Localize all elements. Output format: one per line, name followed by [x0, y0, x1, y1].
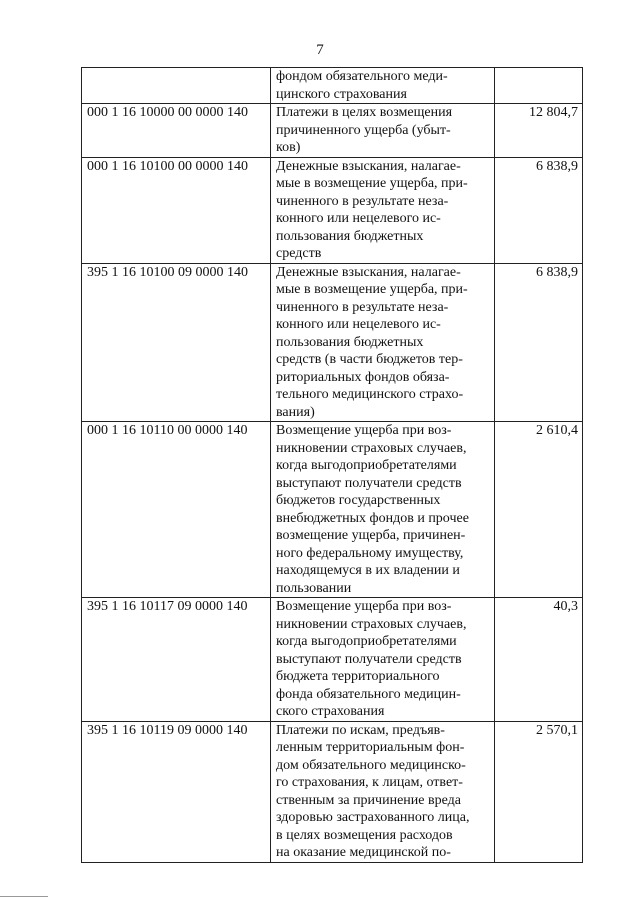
row-name-line: находящемуся в их владении и — [276, 563, 460, 578]
row-name — [271, 598, 495, 722]
row-name-line: чиненного в результате неза- — [276, 299, 449, 315]
row-name-line: средств (в части бюджетов тер- — [276, 352, 463, 367]
row-name-line: когда выгодоприобретателями — [276, 458, 457, 473]
row-name-line: никновении страховых случаев, — [276, 616, 467, 632]
row-name-line: в целях возмещения расходов — [276, 827, 453, 843]
row-name-line: ного федеральному имуществу, — [276, 545, 464, 561]
row-name-line: конного или нецелевого ис- — [276, 211, 441, 226]
row-name-line: дом обязательного медицинско- — [276, 757, 466, 773]
row-code — [82, 68, 271, 104]
row-name — [271, 721, 495, 862]
table-row — [82, 422, 583, 598]
row-name-line: конного или нецелевого ис- — [276, 317, 441, 332]
row-name-line: никновении страховых случаев, — [276, 440, 467, 456]
row-name — [271, 422, 495, 598]
row-amount: 2 610,4 — [495, 422, 583, 598]
page-number: 7 — [316, 42, 324, 58]
row-name — [271, 68, 495, 104]
row-name-line: фонда обязательного медицин- — [276, 686, 461, 702]
row-name-line: бюджета территориального — [276, 669, 440, 684]
row-code: 395 1 16 10100 09 0000 140 — [82, 263, 271, 422]
row-amount: 40,3 — [495, 598, 583, 722]
row-amount: 6 838,9 — [495, 263, 583, 422]
table-row — [82, 157, 583, 263]
row-name-line: пользования бюджетных — [276, 228, 424, 244]
row-name-line: Денежные взыскания, налагае- — [276, 158, 461, 174]
row-amount: 6 838,9 — [495, 157, 583, 263]
row-name-line: на оказание медицинской по- — [276, 845, 451, 860]
row-name-line: Возмещение ущерба при воз- — [276, 599, 452, 614]
row-name-line: причиненного ущерба (убыт- — [276, 122, 451, 138]
row-name-line: го страхования, к лицам, ответ- — [276, 775, 463, 790]
row-name-line: Платежи по искам, предъяв- — [276, 722, 445, 738]
table-row — [82, 721, 583, 862]
row-name-line: ственным за причинение вреда — [276, 792, 461, 808]
row-name-line: Денежные взыскания, налагае- — [276, 264, 461, 280]
row-code: 000 1 16 10110 00 0000 140 — [82, 422, 271, 598]
row-name-line: риториальных фондов обяза- — [276, 369, 450, 385]
row-name-line: цинского страхования — [276, 86, 407, 102]
row-name-line: Возмещение ущерба при воз- — [276, 423, 452, 438]
row-name-line: ленным территориальным фон- — [276, 740, 465, 755]
row-name-line: когда выгодоприобретателями — [276, 634, 457, 649]
row-name-line: мые в возмещение ущерба, при- — [276, 282, 468, 297]
row-name-line: мые в возмещение ущерба, при- — [276, 176, 468, 191]
row-name-line: здоровью застрахованного лица, — [276, 810, 470, 825]
row-amount — [495, 68, 583, 104]
row-name — [271, 157, 495, 263]
row-name-line: фондом обязательного меди- — [276, 69, 448, 84]
row-name-line: тельного медицинского страхо- — [276, 387, 464, 402]
scan-edge-mark — [0, 896, 48, 897]
table-row — [82, 598, 583, 722]
row-code: 000 1 16 10000 00 0000 140 — [82, 104, 271, 158]
row-code: 395 1 16 10119 09 0000 140 — [82, 721, 271, 862]
row-name — [271, 263, 495, 422]
row-name-line: вания) — [276, 404, 315, 420]
row-name-line: ков) — [276, 140, 301, 155]
row-name-line: бюджетов государственных — [276, 493, 441, 508]
table-row — [82, 68, 583, 104]
row-name-line: пользования бюджетных — [276, 334, 424, 350]
row-name-line: средств — [276, 246, 322, 261]
row-name-line: ского страхования — [276, 704, 385, 719]
row-name-line: пользовании — [276, 580, 352, 596]
row-name-line: Платежи в целях возмещения — [276, 105, 453, 120]
table-row — [82, 104, 583, 158]
budget-revenue-table — [81, 67, 583, 863]
row-amount: 2 570,1 — [495, 721, 583, 862]
row-code: 000 1 16 10100 00 0000 140 — [82, 157, 271, 263]
row-name-line: возмещение ущерба, причинен- — [276, 528, 466, 543]
row-name-line: чиненного в результате неза- — [276, 193, 449, 209]
row-name-line: выступают получатели средств — [276, 475, 462, 491]
row-name-line: выступают получатели средств — [276, 651, 462, 667]
row-name — [271, 104, 495, 158]
row-code: 395 1 16 10117 09 0000 140 — [82, 598, 271, 722]
row-name-line: внебюджетных фондов и прочее — [276, 510, 469, 526]
table-row — [82, 263, 583, 422]
row-amount: 12 804,7 — [495, 104, 583, 158]
